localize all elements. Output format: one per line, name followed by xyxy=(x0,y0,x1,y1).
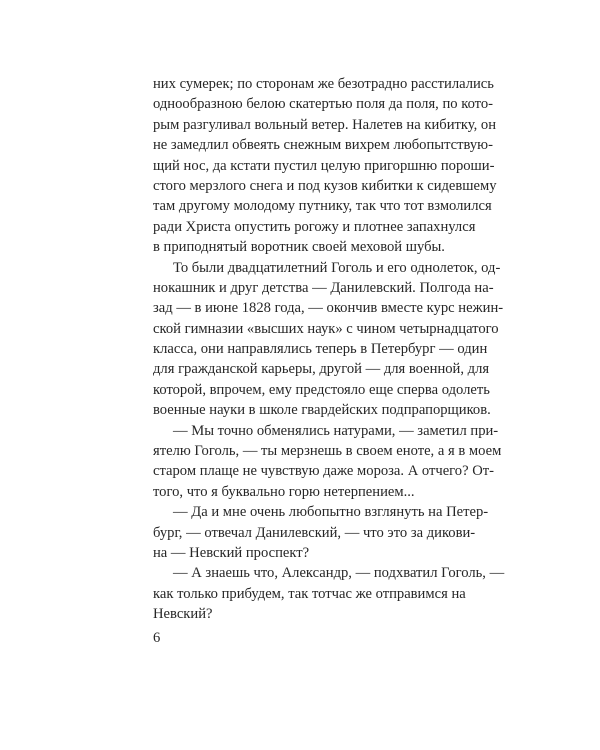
text-line: них сумерек; по сторонам же безотрадно расстилались xyxy=(153,76,494,92)
text-line: которой, впрочем, ему предстояло еще сперва одолеть xyxy=(153,381,490,398)
text-line: ради Христа опустить рогожу и плотнее запахнулся xyxy=(153,218,476,235)
text-line: в приподнятый воротник своей меховой шубы. xyxy=(153,239,445,256)
text-line: того, что я буквально горю нетерпением... xyxy=(153,483,415,500)
text-line: — Да и мне очень любопытно взглянуть на Петер- xyxy=(173,504,489,521)
paragraph-1 xyxy=(153,74,497,258)
text-line: однообразною белою скатертью поля да поля, по кото- xyxy=(153,96,494,113)
paragraph-5 xyxy=(153,563,505,624)
text-line: нокашник и друг детства — Данилевский. Полгода на- xyxy=(153,279,494,296)
text-line: как только прибудем, так тотчас же отправимся на xyxy=(153,585,466,602)
text-line: класса, они направлялись теперь в Петербург — один xyxy=(153,341,488,358)
text-line: — Мы точно обменялись натурами, — заметил при- xyxy=(173,422,499,439)
text-line: там другому молодому путнику, так что тот взмолился xyxy=(153,198,492,215)
paragraph-2 xyxy=(153,258,504,421)
text-line: ской гимназии «высших наук» с чином четырнадцатого xyxy=(153,320,499,337)
text-line: То были двадцатилетний Гоголь и его однолеток, од- xyxy=(173,259,501,276)
text-line: военные науки в школе гвардейских подпрапорщиков. xyxy=(153,402,491,419)
text-line: стого мерзлого снега и под кузов кибитки к сидевшему xyxy=(153,177,497,194)
text-line: бург, — отвечал Данилевский, — что это за дикови- xyxy=(153,524,476,541)
text-line: на — Невский проспект? xyxy=(153,544,310,561)
text-line: Невский? xyxy=(153,606,213,623)
text-line: зад — в июне 1828 года, — окончив вместе курс нежин- xyxy=(153,300,504,317)
page-number: 6 xyxy=(153,630,161,646)
text-line: старом плаще не чувствую даже мороза. А отчего? От- xyxy=(153,463,495,480)
text-line: для гражданской карьеры, другой — для военной, для xyxy=(153,361,490,378)
body-text xyxy=(153,74,505,625)
text-line: щий нос, да кстати пустил целую пригоршню пороши- xyxy=(153,157,495,174)
text-line: ятелю Гоголь, — ты мерзнешь в своем еноте, а я в моем xyxy=(153,443,502,460)
paragraph-3 xyxy=(153,421,502,503)
text-line: не замедлил обвеять снежным вихрем любопытствую- xyxy=(153,137,493,154)
text-line: рым разгуливал вольный ветер. Налетев на кибитку, он xyxy=(153,116,497,133)
paragraph-4 xyxy=(153,502,489,563)
text-line: — А знаешь что, Александр, — подхватил Гоголь, — xyxy=(173,565,505,582)
